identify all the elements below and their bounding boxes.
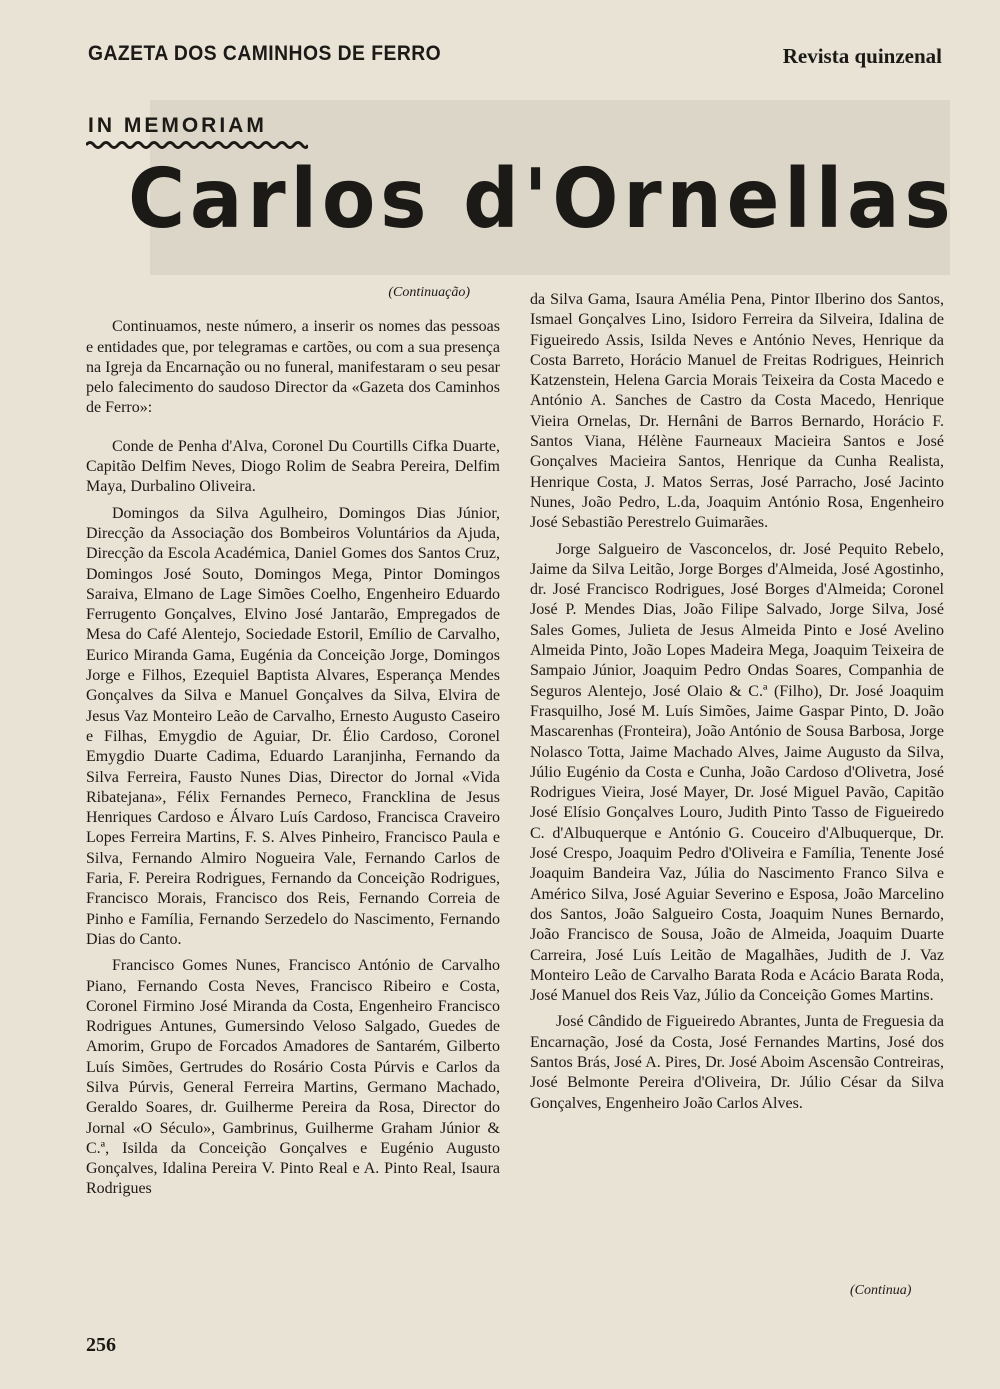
publication-title: GAZETA DOS CAMINHOS DE FERRO <box>88 42 442 65</box>
names-paragraph: Jorge Salgueiro de Vasconcelos, dr. José Pequito Rebelo, Jaime da Silva Leitão, Jorge Borges d'Almeida, José Agostinho, dr. José Francisco Rodrigues, José Borges d'Almeida; Coronel José P. Mendes Dias, João Filipe Salvado, Jorge Silva, José Sales Gomes, Julieta de Jesus Almeida Pinto e José Avelino Almeida Pinto, João Lopes Madeira Mega, Joaquim Teixeira de Sampaio Júnior, Joaquim Pedro Ondas Soares, Companhia de Seguros Alentejo, José Olaio & C.ª (Filho), Dr. José Joaquim Frasquilho, José M. Luís Simões, Jaime Gaspar Pinto, D. João Mascarenhas (Fronteira), João António de Sousa Barbosa, Jorge Nolasco Totta, Jaime Machado Alves, Jaime Augusto da Silva, Júlio Eugénio da Costa e Cunha, João Cardoso d'Olivetra, José Rodrigues Vieira, José Mayer, Dr. José Miguel Pavão, Capitão José Elísio Gonçalves Louro, Judith Pinto Tasso de Figueiredo C. d'Albuquerque e António G. Couceiro d'Albuquerque, Dr. José Crespo, Joaquim Pedro d'Oliveira e Família, Tenente José Joaquim Bandeira Vaz, Júlia do Nascimento Franco Silva e Américo Silva, José Aguiar Severino e Esposa, João Marcelino dos Santos, João Salgueiro Costa, Joaquim Nunes Bernardo, João Francisco de Sousa, João de Almeida, Joaquim Duarte Carreira, José Luís Leitão de Magalhães, Judith de J. Vaz Monteiro Leão de Carvalho Barata Roda e Acácio Barata Roda, José Manuel dos Reis Vaz, Júlio da Conceição Gomes Martins. <box>530 540 944 1005</box>
publication-frequency: Revista quinzenal <box>782 44 942 68</box>
ornament-divider <box>86 140 308 150</box>
intro-paragraph: Continuamos, neste número, a inserir os nomes das pessoas e entidades que, por telegramas e cartões, ou com a sua presença na Igreja da Encarnação ou no funeral, manifestaram o seu pesar pelo falecimento do saudoso Director da «Gazeta dos Caminhos de Ferro»: <box>86 318 500 417</box>
continues-note: (Continua) <box>850 1283 912 1298</box>
right-column <box>530 290 944 1120</box>
names-paragraph: Conde de Penha d'Alva, Coronel Du Courtills Cifka Duarte, Capitão Delfim Neves, Diogo Rolim de Seabra Pereira, Delfim Maya, Durbalino Oliveira. <box>86 437 500 496</box>
continuation-note: (Continuação) <box>388 285 470 300</box>
left-column <box>86 283 500 1206</box>
names-paragraph: Francisco Gomes Nunes, Francisco António de Carvalho Piano, Fernando Costa Neves, Francisco Ribeiro e Costa, Coronel Firmino José Miranda da Costa, Engenheiro Francisco Rodrigues Antunes, Gumersindo Veloso Salgado, Guedes de Amorim, Grupo de Forcados Amadores de Santarém, Gilberto Luís Simões, Gertrudes do Rosário Costa Púrvis e Carlos da Silva Púrvis, General Ferreira Martins, Germano Machado, Geraldo Soares, dr. Guilherme Pereira da Rosa, Director do Jornal «O Século», Gambrinus, Guilherme Graham Júnior & C.ª, Isilda da Conceição Gonçalves e Eugénio Augusto Gonçalves, Idalina Pereira V. Pinto Real e A. Pinto Real, Isaura Rodrigues <box>86 957 500 1198</box>
page-number: 256 <box>86 1334 116 1356</box>
names-paragraph: Domingos da Silva Agulheiro, Domingos Dias Júnior, Direcção da Associação dos Bombeiros Voluntários da Ajuda, Direcção da Escola Académica, Daniel Gomes dos Santos Cruz, Domingos José Souto, Domingos Mega, Pintor Domingos Saraiva, Elmano de Lage Simões Coelho, Engenheiro Eduardo Ferrugento Gonçalves, Elvino José Jantarão, Empregados de Mesa do Café Alentejo, Sociedade Estoril, Emílio de Carvalho, Eurico Miranda Gama, Eugénia da Conceição Jorge, Domingos Jorge e Filhos, Ezequiel Baptista Alvares, Esperança Mendes Gonçalves da Silva e Manuel Gonçalves da Silva, Elvira de Jesus Vaz Monteiro Leão de Carvalho, Ernesto Augusto Caseiro e Filhas, Emygdio de Aguiar, Dr. Élio Cardoso, Coronel Emygdio Duarte Cadima, Eduardo Laranjinha, Fernando da Silva Ferreira, Fausto Nunes Dias, Director do Jornal «Vida Ribatejana», Félix Fernandes Perneco, Francklina de Jesus Henriques Cardoso e Álvaro Luís Cardoso, Francisca Craveiro Lopes Ferreira Martins, F. S. Alves Pinheiro, Francisco Paula e Silva, Fernando Almiro Nogueira Vale, Fernando Carlos de Faria, F. Pereira Rodrigues, Fernando da Conceição Rodrigues, Francisco Morais, Francisco dos Reis, Fernando Correia de Pinho e Família, Fernando Serzedelo do Nascimento, Fernando Dias do Canto. <box>86 504 500 948</box>
article-title: Carlos d'Ornellas <box>128 152 956 247</box>
names-paragraph: José Cândido de Figueiredo Abrantes, Junta de Freguesia da Encarnação, José da Costa, José Fernandes Martins, José dos Santos Brás, José A. Pires, Dr. José Aboim Ascensão Contreiras, José Belmonte Pereira d'Oliveira, Dr. Júlio César da Silva Gonçalves, Engenheiro João Carlos Alves. <box>530 1013 944 1112</box>
names-paragraph: da Silva Gama, Isaura Amélia Pena, Pintor Ilberino dos Santos, Ismael Gonçalves Lino, Isidoro Ferreira da Silveira, Idalina de Figueiredo Assis, Isilda Neves e António Neves, Henrique da Costa Barreto, Horácio Manuel de Freitas Rodrigues, Heinrich Katzenstein, Helena Garcia Morais Teixeira da Costa Macedo e António A. Sanches de Castro da Costa Macedo, Henrique Vieira Ornelas, Dr. Hernâni de Barros Bernardo, Horácio F. Santos Viana, Hélène Faurneaux Macieira Santos e José Gonçalves Macieira Santos, Henrique da Cunha Realista, Henrique Costa, J. Matos Serras, José Parracho, José Jacinto Nunes, João Pedro, L.da, Joaquim António Rosa, Engenheiro José Sebastião Perestrelo Guimarães. <box>530 291 944 532</box>
section-heading: IN MEMORIAM <box>88 114 267 137</box>
